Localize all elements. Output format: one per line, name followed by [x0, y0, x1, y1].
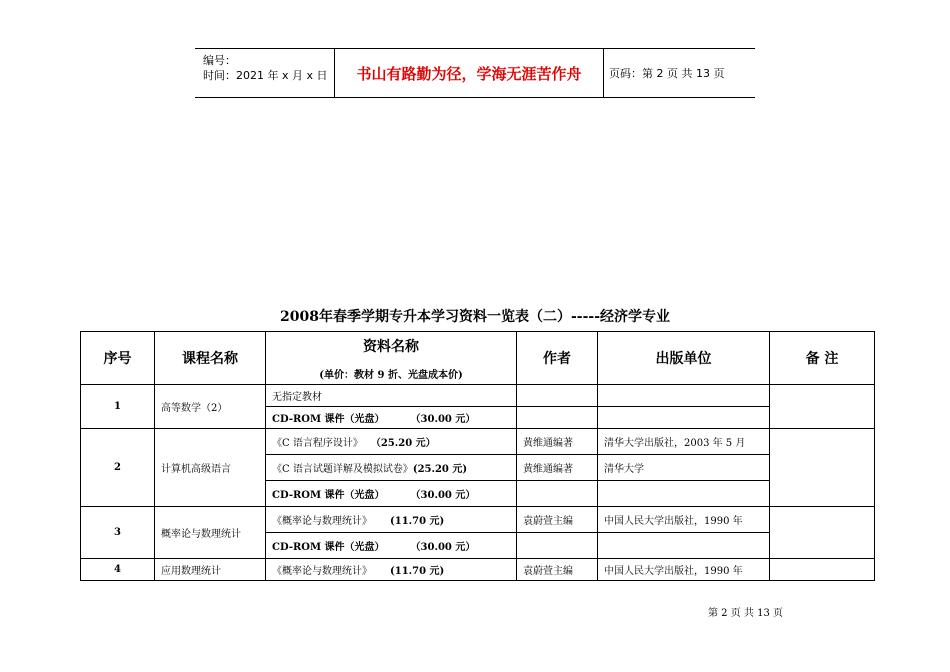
course-cell: 概率论与数理统计	[155, 507, 266, 559]
publisher-cell	[598, 407, 770, 429]
material-price: (11.70 元)	[390, 516, 445, 527]
author-cell: 袁蔚萱主编	[517, 507, 598, 533]
header-left	[203, 53, 328, 83]
remark-cell	[770, 429, 875, 507]
publisher-cell	[598, 533, 770, 559]
publisher-cell	[598, 481, 770, 507]
material-name: CD-ROM 课件（光盘）	[272, 414, 385, 425]
seq-cell: 4	[81, 559, 155, 581]
author-cell	[517, 385, 598, 407]
publisher-cell	[598, 385, 770, 407]
table-row	[81, 429, 875, 455]
remark-cell	[770, 507, 875, 559]
material-cell	[266, 533, 517, 559]
seq-cell: 1	[81, 385, 155, 429]
col-publisher: 出版单位	[598, 332, 770, 385]
col-material-sub: (单价：教材 9 折、光盘成本价)	[319, 369, 463, 381]
course-cell: 计算机高级语言	[155, 429, 266, 507]
material-name: CD-ROM 课件（光盘）	[272, 490, 385, 501]
material-cell	[266, 507, 517, 533]
table-row	[81, 507, 875, 533]
course-cell: 应用数理统计	[155, 559, 266, 581]
material-cell	[266, 429, 517, 455]
page-label: 页码：第 2 页 共 13 页	[609, 67, 725, 80]
seq-cell: 3	[81, 507, 155, 559]
material-price: (11.70 元)	[390, 566, 445, 577]
material-cell	[266, 455, 517, 481]
material-name: 《概率论与数理统计》	[272, 516, 372, 527]
publisher-cell: 清华大学出版社，2003 年 5 月	[598, 429, 770, 455]
document-title: 2008年春季学期专升本学习资料一览表（二）-----经济学专业	[279, 309, 671, 325]
code-label: 编号：	[203, 54, 236, 67]
material-name: CD-ROM 课件（光盘）	[272, 542, 385, 553]
publisher-cell: 中国人民大学出版社，1990 年	[598, 507, 770, 533]
author-cell: 黄维通编著	[517, 429, 598, 455]
seq-cell: 2	[81, 429, 155, 507]
publisher-cell: 清华大学	[598, 455, 770, 481]
material-cell	[266, 559, 517, 581]
page-header	[195, 48, 755, 98]
col-author: 作者	[517, 332, 598, 385]
material-price: （30.00 元）	[410, 542, 476, 553]
material-name: 《C 语言程序设计》	[272, 438, 363, 449]
author-cell	[517, 533, 598, 559]
author-cell	[517, 407, 598, 429]
material-price: （25.20 元）	[370, 438, 436, 449]
motto: 书山有路勤为径，学海无涯苦作舟	[334, 49, 604, 97]
material-price: （30.00 元）	[410, 490, 476, 501]
remark-cell	[770, 385, 875, 429]
material-price: （30.00 元）	[410, 414, 476, 425]
table-row	[81, 385, 875, 407]
author-cell: 袁蔚萱主编	[517, 559, 598, 581]
time-label: 时间：2021 年 x 月 x 日	[203, 69, 328, 82]
col-seq: 序号	[81, 332, 155, 385]
material-name: 《C 语言试题详解及模拟试卷》	[272, 464, 413, 475]
header-row	[81, 332, 875, 385]
table-row	[81, 559, 875, 581]
remark-cell	[770, 559, 875, 581]
materials-table	[80, 331, 875, 581]
col-material	[266, 332, 517, 385]
col-remark: 备 注	[770, 332, 875, 385]
material-name: 《概率论与数理统计》	[272, 566, 372, 577]
col-course: 课程名称	[155, 332, 266, 385]
material-cell	[266, 481, 517, 507]
author-cell: 黄维通编著	[517, 455, 598, 481]
page-footer: 第 2 页 共 13 页	[708, 608, 783, 619]
course-cell: 高等数学（2）	[155, 385, 266, 429]
col-material-label: 资料名称	[363, 338, 419, 355]
material-price: (25.20 元)	[412, 464, 468, 475]
material-cell	[266, 407, 517, 429]
author-cell	[517, 481, 598, 507]
publisher-cell: 中国人民大学出版社，1990 年	[598, 559, 770, 581]
material-cell: 无指定教材	[266, 385, 517, 407]
